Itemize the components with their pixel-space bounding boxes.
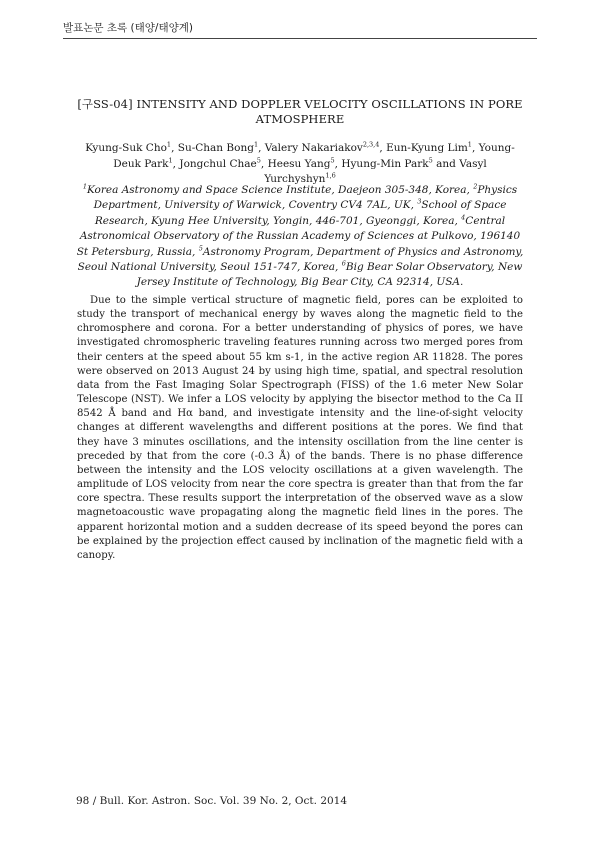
author-name: Heesu Yang (267, 157, 331, 170)
author-name: Valery Nakariakov (264, 142, 363, 154)
author-affiliation-mark: 2,3,4 (362, 140, 380, 149)
affiliation-mark: 2 (473, 182, 478, 191)
author-separator: , (471, 142, 479, 154)
affiliation-mark: 6 (341, 259, 346, 268)
author-name: Kyung-Suk Cho (85, 142, 167, 154)
author-name: Young-Deuk Park (113, 142, 515, 170)
affiliation-mark: 4 (461, 213, 466, 222)
affiliation-text: Korea Astronomy and Space Science Institute, Daejeon 305-348, Korea, (87, 184, 474, 196)
author-name: Eun-Kyung Lim (386, 142, 468, 154)
author-affiliation-mark: 5 (256, 156, 261, 164)
affiliation-text: Central Astronomical Observatory of the Russian Academy of Sciences at Pulkovo, 196140 St Petersburg, Russia, (76, 214, 521, 258)
affiliation-text: Astronomy Program, Department of Physics and Astronomy, Seoul National University, Seoul 151-747, Korea, (77, 245, 524, 274)
author-name: Hyung-Min Park (341, 157, 429, 170)
author-affiliation-mark: 5 (428, 156, 433, 164)
author-separator: , (258, 142, 265, 154)
affiliation-mark: 1 (82, 182, 87, 191)
author-name: Vasyl Yurchyshyn (264, 157, 487, 185)
affiliation-text: Big Bear Solar Observatory, New Jersey Institute of Technology, Big Bear City, CA 92314, USA. (136, 261, 523, 289)
author-name: Su-Chan Bong (177, 142, 254, 154)
author-separator: , (260, 157, 268, 170)
running-header: 발표논문 초록 (태양/태양계) (63, 20, 537, 39)
author-affiliation-mark: 1 (166, 140, 172, 149)
affiliation-text: School of Space Research, Kyung Hee University, Yongin, 446-701, Gyeonggi, Korea, (94, 199, 507, 227)
author-separator: , (334, 157, 342, 170)
author-affiliation-mark: 1 (168, 156, 173, 164)
author-separator: and (432, 157, 460, 170)
abstract-body: Due to the simple vertical structure of magnetic field, pores can be exploited to study the transport of mechanical energy by waves along the magnetic field to the chromosphere and corona. For a better understanding of physics of pores, we have investigated chromospheric traveling features running across two merged pores from their centers at the speed about 55 km s-1, in the active region AR 11828. The pores were observed on 2013 August 24 by using high time, spatial, and spectral resolution data from the Fast Imaging Solar Spectrograph (FISS) of the 1.6 meter New Solar Telescope (NST). We infer a LOS velocity by applying the bisector method to the Ca II 8542 Å band and Hα band, and investigate intensity and the line-of-sight velocity changes at different wavelengths and different positions at the pores. We find that they have 3 minutes oscillations, and the intensity oscillation from the line center is preceded by that from the core (-0.3 Å) of the bands. There is no phase difference between the intensity and the LOS velocity oscillations at a given wavelength. The amplitude of LOS velocity from near the core spectra is greater than that from the far core spectra. These results support the interpretation of the observed wave as a slow magnetoacoustic wave propagating along the magnetic field lines in the pores. The apparent horizontal motion and a sudden decrease of its speed beyond the pores can be explained by the projection effect caused by inclination of the magnetic field with a canopy. (77, 295, 523, 561)
author-name: Jongchul Chae (179, 157, 257, 170)
author-affiliation-mark: 1 (253, 140, 259, 149)
author-separator: , (379, 142, 387, 154)
author-affiliation-mark: 1,6 (325, 171, 336, 180)
page-footer: 98 / Bull. Kor. Astron. Soc. Vol. 39 No. 2, Oct. 2014 (76, 795, 348, 807)
author-list (80, 141, 520, 188)
author-separator: , (172, 157, 180, 170)
paper-title: [구SS-04] INTENSITY AND DOPPLER VELOCITY OSCILLATIONS IN PORE ATMOSPHERE (77, 97, 523, 126)
affiliation-list (76, 183, 524, 291)
author-affiliation-mark: 1 (467, 140, 472, 149)
affiliation-mark: 3 (417, 197, 422, 206)
affiliation-text: Physics Department, University of Warwick, Coventry CV4 7AL, UK, (93, 184, 518, 212)
author-separator: , (171, 142, 178, 154)
author-affiliation-mark: 5 (330, 156, 335, 164)
affiliation-mark: 5 (198, 244, 203, 253)
